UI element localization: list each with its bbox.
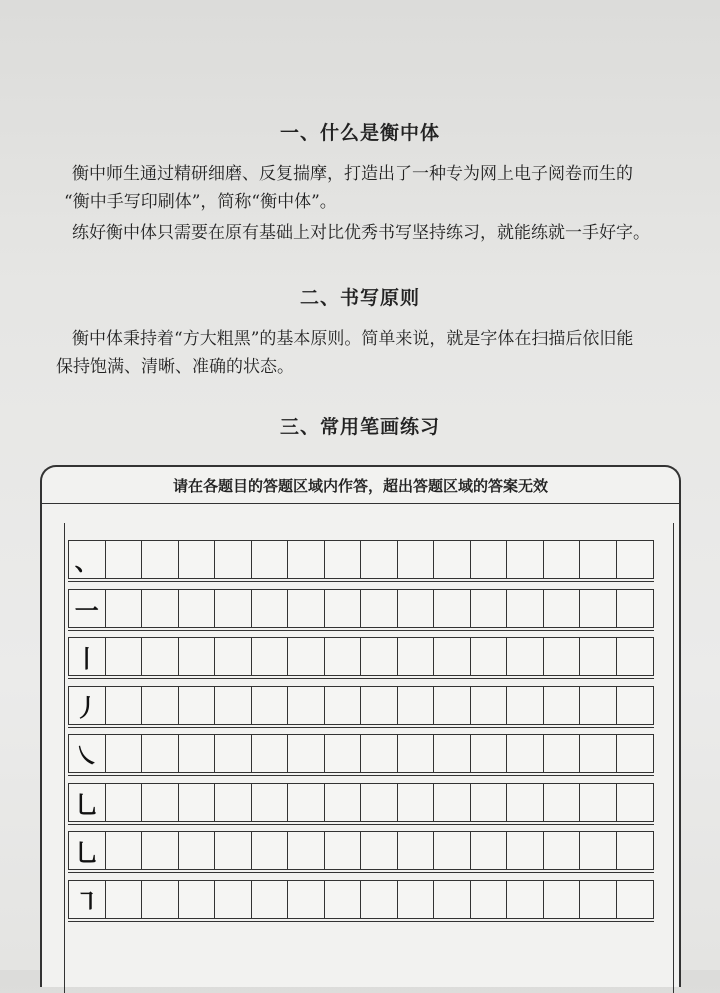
- practice-row: [68, 589, 654, 628]
- practice-cell[interactable]: [106, 687, 143, 724]
- practice-cell[interactable]: [544, 541, 581, 578]
- practice-cell[interactable]: [288, 735, 325, 772]
- practice-cell[interactable]: [179, 638, 216, 675]
- practice-cell[interactable]: [617, 541, 654, 578]
- practice-cell[interactable]: [215, 735, 252, 772]
- practice-cell[interactable]: [507, 735, 544, 772]
- section2-line2: 保持饱满、清晰、准确的状态。: [56, 357, 294, 377]
- practice-cell[interactable]: [325, 881, 362, 918]
- practice-cell[interactable]: [288, 832, 325, 869]
- practice-cell[interactable]: [580, 832, 617, 869]
- row-separator: [68, 630, 654, 631]
- section1-line2: “衡中手写印刷体”，简称“衡中体”。: [64, 192, 337, 212]
- practice-cell[interactable]: [142, 881, 179, 918]
- practice-cell[interactable]: [361, 590, 398, 627]
- row-separator: [68, 872, 654, 873]
- practice-cell[interactable]: [434, 832, 471, 869]
- practice-cell[interactable]: [361, 832, 398, 869]
- practice-cell[interactable]: [398, 784, 435, 821]
- practice-cell[interactable]: [179, 687, 216, 724]
- practice-cell[interactable]: [617, 832, 654, 869]
- practice-cell[interactable]: [325, 687, 362, 724]
- section1-line1: 衡中师生通过精研细磨、反复揣摩，打造出了一种专为网上电子阅卷而生的: [72, 164, 633, 184]
- practice-cell[interactable]: [544, 590, 581, 627]
- practice-cell[interactable]: [179, 881, 216, 918]
- practice-cell[interactable]: [325, 590, 362, 627]
- practice-cell[interactable]: [471, 735, 508, 772]
- practice-cell[interactable]: [617, 784, 654, 821]
- practice-cell[interactable]: [179, 784, 216, 821]
- practice-cell[interactable]: [544, 735, 581, 772]
- practice-cell[interactable]: [252, 687, 289, 724]
- row-separator: [68, 775, 654, 776]
- row-separator: [68, 727, 654, 728]
- practice-cell[interactable]: [398, 832, 435, 869]
- practice-cell[interactable]: [325, 784, 362, 821]
- practice-cell[interactable]: [252, 541, 289, 578]
- practice-cell[interactable]: [617, 881, 654, 918]
- practice-row: [68, 734, 654, 773]
- practice-cell[interactable]: [215, 638, 252, 675]
- practice-cell[interactable]: [580, 784, 617, 821]
- section2-paragraph: [56, 325, 684, 381]
- practice-cell[interactable]: [215, 541, 252, 578]
- practice-cell[interactable]: [106, 832, 143, 869]
- practice-cell[interactable]: [142, 784, 179, 821]
- practice-cell[interactable]: [544, 881, 581, 918]
- section3-title: 三、常用笔画练习: [279, 416, 440, 438]
- practice-cell[interactable]: [106, 590, 143, 627]
- practice-cell[interactable]: [361, 735, 398, 772]
- practice-cell[interactable]: [252, 784, 289, 821]
- practice-cell[interactable]: [471, 832, 508, 869]
- practice-cell[interactable]: [288, 541, 325, 578]
- practice-cell[interactable]: [215, 687, 252, 724]
- practice-cell[interactable]: [471, 784, 508, 821]
- stroke-example: 乚: [69, 784, 106, 821]
- answer-sheet-header: 请在各题目的答题区域内作答，超出答题区域的答案无效: [42, 467, 679, 504]
- practice-cell[interactable]: [252, 638, 289, 675]
- practice-cell[interactable]: [544, 687, 581, 724]
- practice-cell[interactable]: [179, 541, 216, 578]
- practice-cell[interactable]: [580, 541, 617, 578]
- practice-cell[interactable]: [106, 735, 143, 772]
- practice-row: [68, 540, 654, 579]
- practice-cell[interactable]: [142, 687, 179, 724]
- practice-cell[interactable]: [398, 541, 435, 578]
- practice-cell[interactable]: [142, 735, 179, 772]
- practice-cell[interactable]: [325, 735, 362, 772]
- practice-cell[interactable]: [434, 735, 471, 772]
- practice-row: [68, 783, 654, 822]
- practice-cell[interactable]: [252, 881, 289, 918]
- stroke-example: 丿: [69, 687, 106, 724]
- practice-cell[interactable]: [434, 687, 471, 724]
- practice-cell[interactable]: [106, 638, 143, 675]
- practice-cell[interactable]: [398, 881, 435, 918]
- practice-cell[interactable]: [471, 638, 508, 675]
- practice-cell[interactable]: [580, 687, 617, 724]
- practice-cell[interactable]: [106, 541, 143, 578]
- practice-row: [68, 831, 654, 870]
- practice-cell[interactable]: [179, 590, 216, 627]
- practice-cell[interactable]: [507, 881, 544, 918]
- practice-cell[interactable]: [580, 638, 617, 675]
- row-separator: [68, 581, 654, 582]
- practice-cell[interactable]: [142, 590, 179, 627]
- practice-cell[interactable]: [398, 590, 435, 627]
- practice-row: [68, 686, 654, 725]
- practice-cell[interactable]: [617, 735, 654, 772]
- section2-line1: 衡中体秉持着“方大粗黑”的基本原则。简单来说，就是字体在扫描后依旧能: [72, 329, 634, 349]
- section2-title: 二、书写原则: [299, 287, 420, 309]
- practice-cell[interactable]: [361, 638, 398, 675]
- section1-line3: 练好衡中体只需要在原有基础上对比优秀书写坚持练习，就能练就一手好字。: [72, 223, 650, 243]
- practice-cell[interactable]: [471, 541, 508, 578]
- stroke-example: 、: [69, 541, 106, 578]
- practice-cell[interactable]: [434, 881, 471, 918]
- practice-cell[interactable]: [288, 590, 325, 627]
- row-separator: [68, 824, 654, 825]
- practice-cell[interactable]: [434, 638, 471, 675]
- practice-cell[interactable]: [142, 541, 179, 578]
- practice-cell[interactable]: [215, 832, 252, 869]
- practice-cell[interactable]: [507, 590, 544, 627]
- practice-cell[interactable]: [215, 784, 252, 821]
- practice-cell[interactable]: [544, 832, 581, 869]
- stroke-example: ㇕: [69, 881, 106, 918]
- practice-cell[interactable]: [544, 638, 581, 675]
- practice-cell[interactable]: [617, 687, 654, 724]
- practice-cell[interactable]: [179, 735, 216, 772]
- stroke-example: ㇏: [69, 735, 106, 772]
- stroke-example: 一: [69, 590, 106, 627]
- practice-cell[interactable]: [580, 590, 617, 627]
- practice-cell[interactable]: [142, 832, 179, 869]
- practice-cell[interactable]: [434, 541, 471, 578]
- stroke-example: 丨: [69, 638, 106, 675]
- practice-cell[interactable]: [580, 735, 617, 772]
- practice-cell[interactable]: [252, 590, 289, 627]
- practice-cell[interactable]: [471, 590, 508, 627]
- practice-cell[interactable]: [507, 832, 544, 869]
- practice-cell[interactable]: [617, 590, 654, 627]
- practice-cell[interactable]: [288, 784, 325, 821]
- practice-cell[interactable]: [398, 638, 435, 675]
- practice-cell[interactable]: [288, 687, 325, 724]
- practice-cell[interactable]: [361, 784, 398, 821]
- practice-cell[interactable]: [398, 687, 435, 724]
- practice-cell[interactable]: [325, 832, 362, 869]
- practice-cell[interactable]: [617, 638, 654, 675]
- row-separator: [68, 678, 654, 679]
- practice-cell[interactable]: [361, 881, 398, 918]
- practice-cell[interactable]: [580, 881, 617, 918]
- practice-cell[interactable]: [142, 638, 179, 675]
- practice-cell[interactable]: [325, 638, 362, 675]
- section1-paragraph: [64, 160, 684, 247]
- practice-cell[interactable]: [507, 541, 544, 578]
- practice-cell[interactable]: [288, 638, 325, 675]
- practice-row: [68, 880, 654, 919]
- practice-row: [68, 637, 654, 676]
- practice-cell[interactable]: [434, 784, 471, 821]
- practice-cell[interactable]: [215, 590, 252, 627]
- practice-cell[interactable]: [106, 881, 143, 918]
- practice-cell[interactable]: [434, 590, 471, 627]
- practice-cell[interactable]: [471, 881, 508, 918]
- practice-cell[interactable]: [106, 784, 143, 821]
- practice-cell[interactable]: [215, 881, 252, 918]
- practice-cell[interactable]: [325, 541, 362, 578]
- row-separator: [68, 921, 654, 922]
- practice-cell[interactable]: [252, 832, 289, 869]
- stroke-example: 乚: [69, 832, 106, 869]
- practice-cell[interactable]: [507, 638, 544, 675]
- practice-cell[interactable]: [361, 541, 398, 578]
- practice-cell[interactable]: [288, 881, 325, 918]
- practice-cell[interactable]: [361, 687, 398, 724]
- practice-cell[interactable]: [507, 687, 544, 724]
- section1-title: 一、什么是衡中体: [279, 122, 440, 144]
- practice-cell[interactable]: [252, 735, 289, 772]
- practice-cell[interactable]: [544, 784, 581, 821]
- practice-cell[interactable]: [471, 687, 508, 724]
- practice-cell[interactable]: [398, 735, 435, 772]
- practice-cell[interactable]: [507, 784, 544, 821]
- practice-cell[interactable]: [179, 832, 216, 869]
